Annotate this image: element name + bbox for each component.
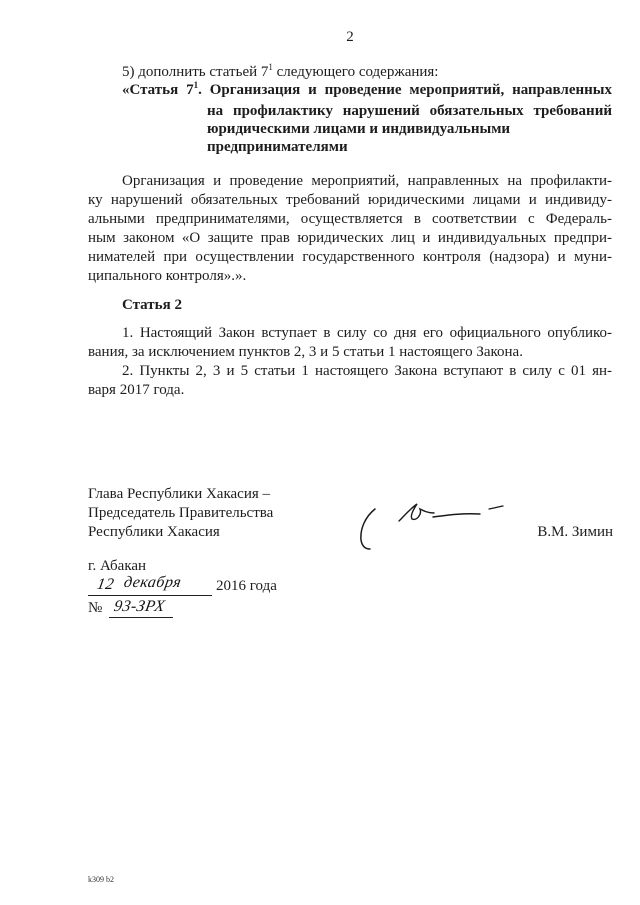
- handwritten-signature: [350, 490, 520, 560]
- date-day-handwritten: 12: [95, 576, 116, 593]
- signatory-title-line: Глава Республики Хакасия –: [88, 486, 271, 502]
- place-of-signing: г. Абакан: [88, 558, 147, 574]
- footer-code: k309 b2: [88, 875, 114, 884]
- article-heading-line-4: предпринимателями: [207, 139, 348, 155]
- date-month-handwritten: декабря: [122, 574, 183, 591]
- article-2-line: вания, за исключением пунктов 2, 3 и 5 статьи 1 настоящего Закона.: [88, 344, 523, 360]
- article-heading-label: «Статья 7: [122, 82, 194, 98]
- article-2-line: 1. Настоящий Закон вступает в силу со дня его официального опублико-: [122, 325, 612, 341]
- article-heading-line-3: юридическими лицами и индивидуальными: [207, 121, 511, 137]
- article-body-line: ку нарушений обязательных требований юридическими лицами и индивиду-: [88, 192, 612, 208]
- article-heading-line-1: [122, 81, 612, 100]
- article-2-line: варя 2017 года.: [88, 382, 185, 398]
- article-body-line: нимателей при осуществлении государственного контроля (надзора) и муни-: [88, 249, 612, 265]
- article-heading-title: . Организация и проведение мероприятий, направленных: [198, 82, 612, 98]
- number-sign: №: [88, 600, 103, 616]
- number-underline: [109, 617, 173, 618]
- article-body-line: ным законом «О защите прав юридических лиц и индивидуальных предпри-: [88, 230, 612, 246]
- date-underline: [88, 595, 212, 596]
- signatory-name: В.М. Зимин: [537, 524, 613, 540]
- signatory-title-line: Председатель Правительства: [88, 505, 274, 521]
- signatory-title-line: Республики Хакасия: [88, 524, 220, 540]
- amendment-intro-tail: следующего содержания:: [272, 64, 439, 80]
- amendment-intro: [122, 63, 438, 82]
- article-heading-superscript: 1: [193, 80, 199, 90]
- article-2-line: 2. Пункты 2, 3 и 5 статьи 1 настоящего Закона вступают в силу с 01 ян-: [122, 363, 612, 379]
- amendment-intro-text: 5) дополнить статьей 7: [122, 64, 269, 80]
- date-year: 2016 года: [216, 578, 277, 594]
- amendment-intro-superscript: 1: [268, 62, 273, 72]
- article-body-line: Организация и проведение мероприятий, направленных на профилакти-: [122, 173, 612, 189]
- law-number-handwritten: 93-ЗРХ: [112, 598, 167, 615]
- article-2-heading: Статья 2: [122, 297, 182, 313]
- article-body-line: альными предпринимателями, осуществляется в соответствии с Федераль-: [88, 211, 612, 227]
- article-heading-line-2: на профилактику нарушений обязательных требований: [207, 103, 612, 119]
- article-body-line: ципального контроля».».: [88, 268, 247, 284]
- page-number: 2: [346, 29, 354, 45]
